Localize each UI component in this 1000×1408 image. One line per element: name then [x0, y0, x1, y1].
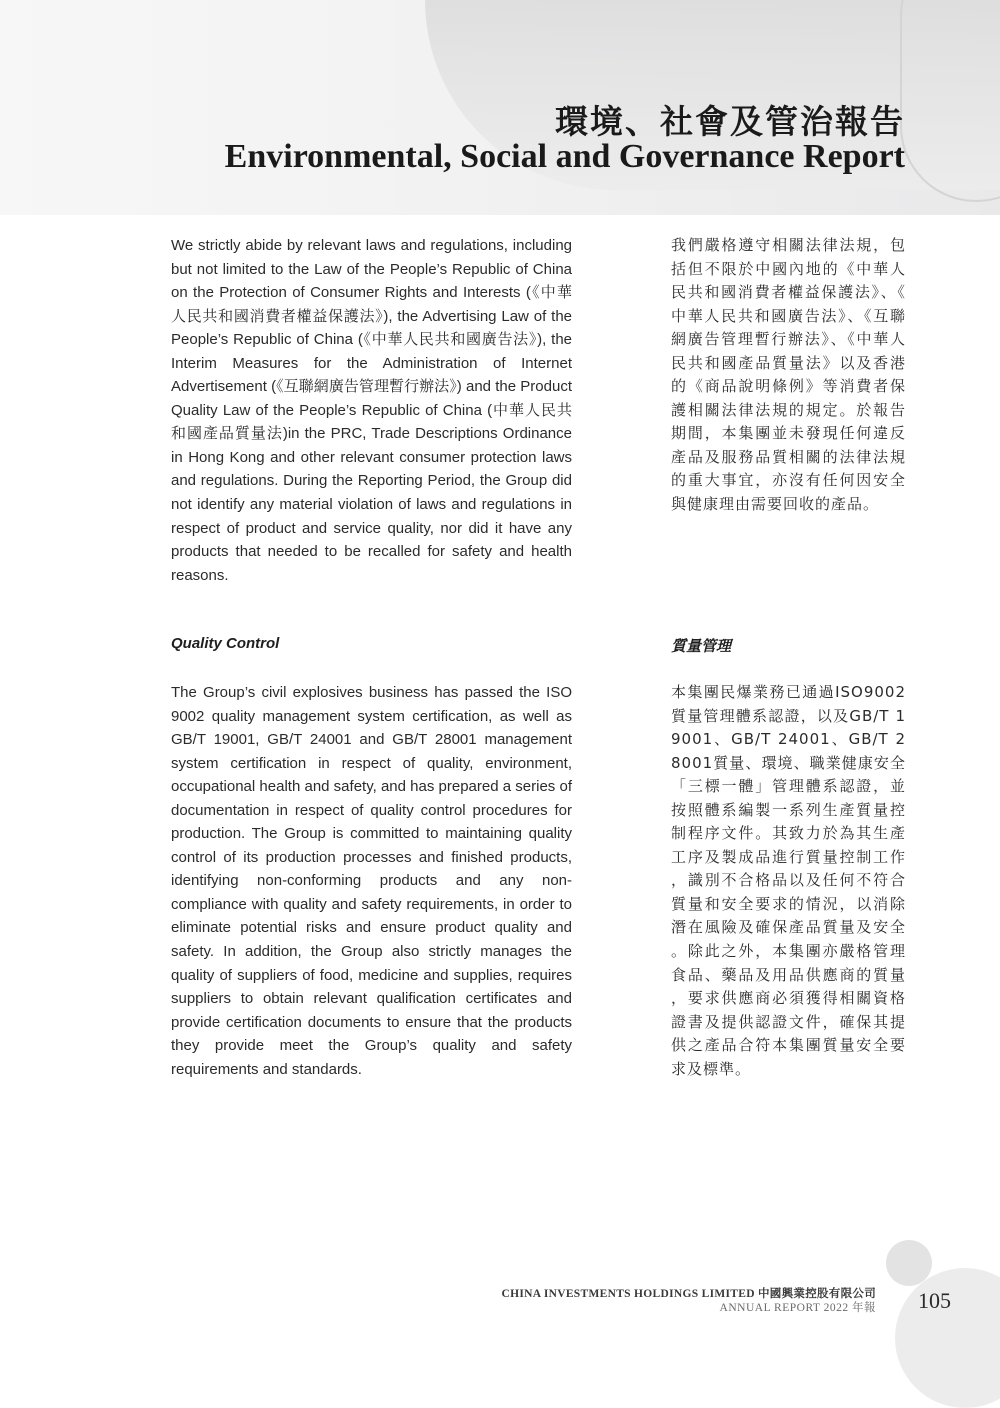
quality-paragraph-chinese: 本集團民爆業務已通過ISO9002質量管理體系認證，以及GB/T 19001、GB/T 24001、GB/T 28001質量、環境、職業健康安全「三標一體」管理體系認證，並按照體系編製一系列生產質量控制程序文件。其致力於為其生產工序及製成品進行質量控制工作，識別不合格品以及任何不符合質量和安全要求的情況，以消除潛在風險及確保產品質量及安全。除此之外，本集團亦嚴格管理食品、藥品及用品供應商的質量，要求供應商必須獲得相關資格證書及提供認證文件，確保其提供之產品合符本集團質量安全要求及標準。	[671, 683, 906, 1078]
section-heading-chinese: 質量管理	[671, 637, 732, 655]
page-number: 105	[918, 1288, 951, 1313]
footer-report-label: ANNUAL REPORT 2022 年報	[719, 1302, 876, 1314]
page-title-english: Environmental, Social and Governance Report	[224, 138, 905, 175]
footer-company-name: CHINA INVESTMENTS HOLDINGS LIMITED 中國興業控股有限公司	[501, 1288, 876, 1300]
section-heading-english: Quality Control	[171, 635, 280, 652]
intro-paragraph-chinese: 我們嚴格遵守相關法律法規，包括但不限於中國內地的《中華人民共和國消費者權益保護法》、《中華人民共和國廣告法》、《互聯網廣告管理暫行辦法》、《中華人民共和國產品質量法》以及香港的《商品說明條例》等消費者保護相關法律法規的規定。於報告期間，本集團並未發現任何違反產品及服務品質相關的法律法規的重大事宜，亦沒有任何因安全與健康理由需要回收的產品。	[671, 236, 906, 514]
header-decorative-arc	[900, 0, 1000, 202]
quality-paragraph-english: The Group’s civil explosives business has passed the ISO 9002 quality management system certification, as well as GB/T 19001, GB/T 24001 and GB/T 28001 management system certification in respect of quality, environment, occupational health and safety, and has prepared a series of documentation in respect of quality control procedures for production. The Group is committed to maintaining quality control of its production processes and finished products, identifying non-conforming products and any non-compliance with quality and safety requirements, in order to eliminate potential risks and ensure product quality and safety. In addition, the Group also strictly manages the quality of suppliers of food, medicine and supplies, requires suppliers to obtain relevant qualification certificates and provide certification documents to ensure that the products they provide meet the Group’s quality and safety requirements and standards.	[171, 684, 572, 1078]
page-title-chinese: 環境、社會及管治報告	[555, 102, 905, 141]
intro-paragraph-english: We strictly abide by relevant laws and regulations, including but not limited to the Law of the People’s Republic of China on the Protection of Consumer Rights and Interests (《中華人民共和國消費者權益保護法》), the Advertising Law of the People’s Republic of China (《中華人民共和國廣告法》), the Interim Measures for the Administration of Internet Advertisement (《互聯網廣告管理暫行辦法》) and the Product Quality Law of the People’s Republic of China (中華人民共和國產品質量法)in the PRC, Trade Descriptions Ordinance in Hong Kong and other relevant consumer protection laws and regulations. During the Reporting Period, the Group did not identify any material violation of laws and regulations in respect of product and service quality, nor did it have any products that needed to be recalled for safety and health reasons.	[171, 237, 572, 584]
footer-decorative-circle-small	[886, 1240, 932, 1286]
